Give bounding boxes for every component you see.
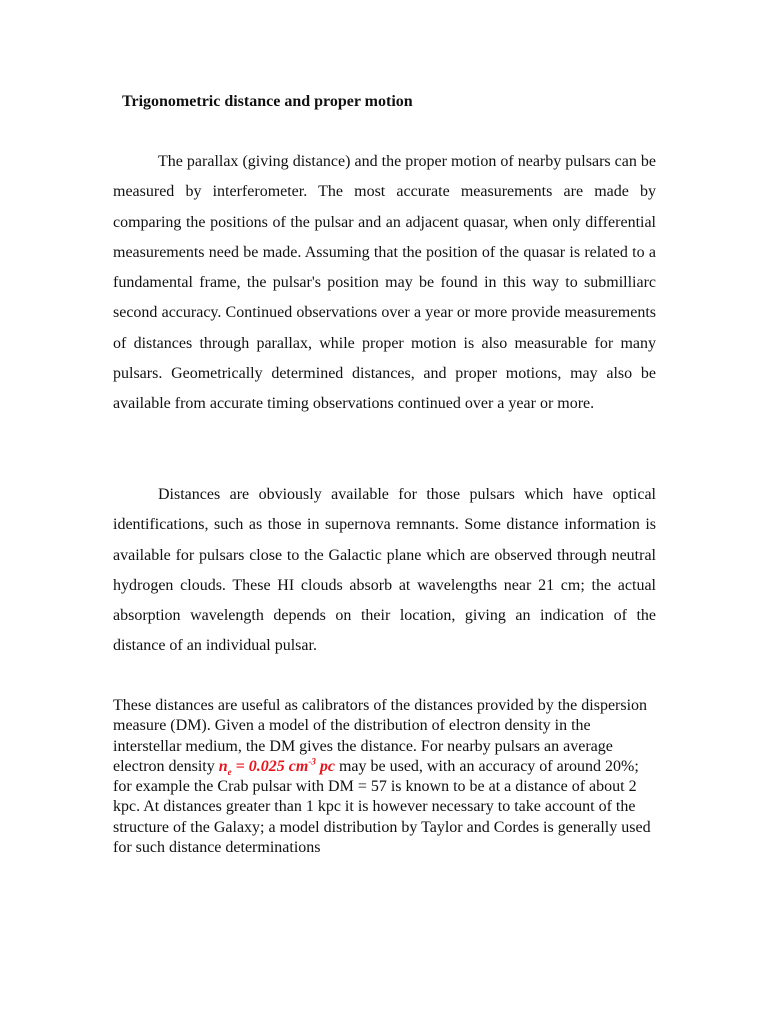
formula-value: = 0.025 cm <box>231 757 309 775</box>
paragraph-parallax: The parallax (giving distance) and the proper motion of nearby pulsars can be measured by interferometer. The most accurate measurements are made by comparing the positions of the pulsar and an adjacent quasar, when only differential measurements need be made. Assuming that the position of the quasar is related to a fundamental frame, the pulsar's position may be found in this way to submilliarc second accuracy. Continued observations over a year or more provide measurements of distances through parallax, while proper motion is also measurable for many pulsars. Geometrically determined distances, and proper motions, may also be available from accurate timing observations continued over a year or more. <box>113 153 656 413</box>
formula-subscript: e <box>227 767 232 778</box>
paragraph-dispersion-measure <box>113 696 658 858</box>
paragraph-text-after-formula: may be used, with an accuracy of around 20%; for example the Crab pulsar with DM = 57 is known to be at a distance of about 2 kpc. At distances greater than 1 kpc it is however necessary to take account of the structure of the Galaxy; a model distribution by Taylor and Cordes is generally used for such distance determinations <box>113 757 651 857</box>
paragraph-optical-identifications: Distances are obviously available for those pulsars which have optical identifications, such as those in supernova remnants. Some distance information is available for pulsars close to the Galactic plane which are observed through neutral hydrogen clouds. These HI clouds absorb at wavelengths near 21 cm; the actual absorption wavelength depends on their location, giving an indication of the distance of an individual pulsar. <box>113 486 656 655</box>
formula-symbol: n <box>218 757 228 775</box>
paragraph-text-before-formula: These distances are useful as calibrators of the distances provided by the dispersion measure (DM). Given a model of the distribution of electron density in the interstellar medium, the DM gives the distance. For nearby pulsars an average electron density <box>113 697 648 775</box>
electron-density-formula <box>218 756 335 778</box>
formula-exponent: -3 <box>308 756 316 767</box>
section-heading: Trigonometric distance and proper motion <box>122 93 413 110</box>
formula-unit: pc <box>315 757 335 775</box>
